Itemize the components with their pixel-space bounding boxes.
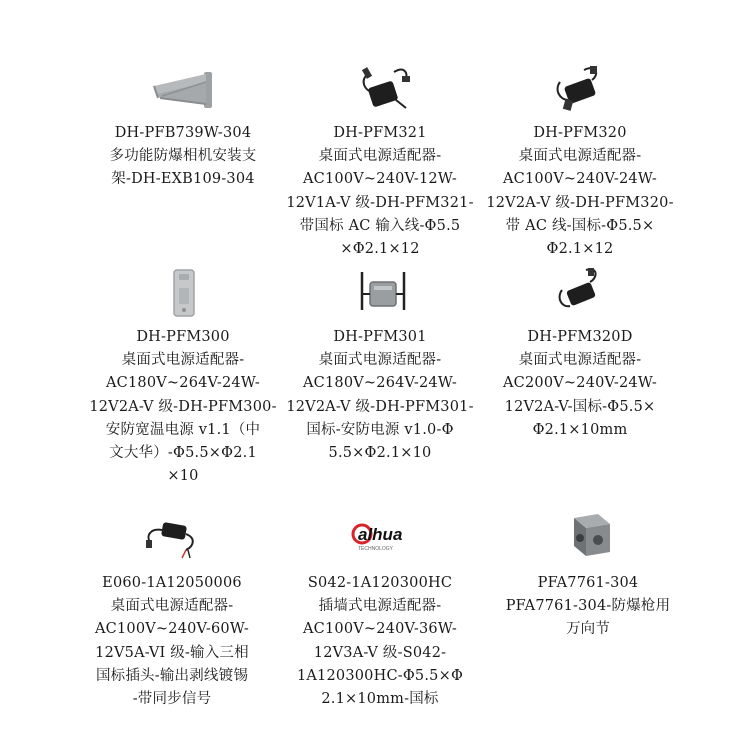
product-card [480, 326, 680, 442]
product-image-pfa7761 [550, 506, 630, 566]
product-desc-line: 12V5A-VI 级-输入三相 [95, 644, 249, 661]
product-desc-line: ×10 [167, 468, 199, 485]
product-desc-line: 多功能防爆相机安装支 [109, 148, 257, 165]
product-image-bracket [144, 60, 224, 120]
product-desc-line: 5.5×Φ2.1×10 [328, 445, 432, 462]
outdoor-power-box-icon [342, 264, 422, 324]
product-card [72, 572, 272, 711]
product-card [488, 572, 688, 642]
product-card [280, 326, 480, 465]
product-desc-line: 12V2A-V 级-DH-PFM301- [286, 398, 474, 415]
wall-power-supply-icon [144, 264, 224, 324]
product-desc-line: 12V2A-V 级-DH-PFM300- [89, 398, 277, 415]
product-desc-line: 安防宽温电源 v1.1（中 [105, 421, 261, 438]
product-desc-line: 带国标 AC 输入线-Φ5.5 [299, 217, 461, 234]
product-desc-line: 带 AC 线-国标-Φ5.5× [505, 217, 655, 234]
product-model: PFA7761-304 [537, 575, 639, 591]
product-image-s042 [338, 506, 418, 566]
product-desc-line: 国标-安防电源 v1.0-Φ [306, 421, 454, 438]
product-model: DH-PFM321 [333, 125, 427, 141]
product-desc-line: 桌面式电源适配器- [518, 148, 642, 165]
universal-joint-icon [550, 506, 630, 566]
product-desc-line: 1A120300HC-Φ5.5×Φ [296, 667, 464, 684]
power-adapter-icon [346, 60, 426, 120]
product-desc-line: AC180V~264V-24W- [106, 375, 260, 392]
product-desc-line: 12V3A-V 级-S042- [313, 644, 447, 661]
logo-wordmark: alhua [358, 525, 403, 544]
product-model: DH-PFM320 [533, 125, 627, 141]
product-desc-line: AC100V~240V-12W- [303, 171, 457, 188]
product-model: DH-PFB739W-304 [114, 125, 252, 141]
product-desc-line: 桌面式电源适配器- [318, 352, 442, 369]
product-desc-line: AC100V~240V-36W- [303, 621, 457, 638]
product-desc-line: 插墙式电源适配器- [318, 598, 442, 615]
power-adapter-cable-icon [136, 506, 216, 566]
product-model: DH-PFM320D [527, 329, 633, 345]
product-image-pfm320 [540, 60, 620, 120]
product-card [480, 122, 680, 261]
product-desc-line: AC180V~264V-24W- [303, 375, 457, 392]
product-image-pfm300 [144, 264, 224, 324]
product-desc-line: AC200V~240V-24W- [503, 375, 657, 392]
product-desc-line: 12V1A-V 级-DH-PFM321- [286, 194, 474, 211]
product-model: E060-1A12050006 [102, 575, 242, 591]
dahua-logo-icon [338, 506, 418, 566]
product-card [280, 122, 480, 261]
product-image-e060 [136, 506, 216, 566]
product-image-pfm320d [540, 264, 620, 324]
power-adapter-icon [540, 264, 620, 324]
product-desc-line: 桌面式电源适配器- [110, 598, 234, 615]
mount-bracket-icon [144, 60, 224, 120]
product-desc-line: AC100V~240V-60W- [95, 621, 249, 638]
product-desc-line: Φ2.1×10mm [532, 421, 628, 438]
product-desc-line: PFA7761-304-防爆枪用 [505, 598, 671, 615]
product-card [280, 572, 480, 711]
product-image-pfm321 [346, 60, 426, 120]
product-desc-line: AC100V~240V-24W- [503, 171, 657, 188]
power-adapter-icon [540, 60, 620, 120]
product-card [83, 326, 283, 488]
product-desc-line: ×Φ2.1×12 [340, 241, 420, 258]
product-desc-line: 国标插头-输出剥线镀锡 [95, 667, 249, 684]
product-desc-line: Φ2.1×12 [546, 241, 614, 258]
product-desc-line: 文大华）-Φ5.5×Φ2.1 [109, 445, 257, 462]
product-desc-line: 12V2A-V 级-DH-PFM320- [486, 194, 674, 211]
product-desc-line: 2.1×10mm-国标 [321, 691, 439, 708]
product-card [83, 122, 283, 192]
product-desc-line: -带同步信号 [132, 691, 212, 708]
logo-subtext: TECHNOLOGY [358, 546, 394, 552]
product-desc-line: 12V2A-V-国标-Φ5.5× [504, 398, 656, 415]
product-model: DH-PFM301 [333, 329, 427, 345]
product-desc-line: 桌面式电源适配器- [318, 148, 442, 165]
product-model: DH-PFM300 [136, 329, 230, 345]
product-model: S042-1A120300HC [307, 575, 453, 591]
product-desc-line: 桌面式电源适配器- [518, 352, 642, 369]
product-desc-line: 万向节 [565, 621, 611, 638]
product-desc-line: 架-DH-EXB109-304 [111, 171, 255, 188]
product-image-pfm301 [342, 264, 422, 324]
product-desc-line: 桌面式电源适配器- [121, 352, 245, 369]
